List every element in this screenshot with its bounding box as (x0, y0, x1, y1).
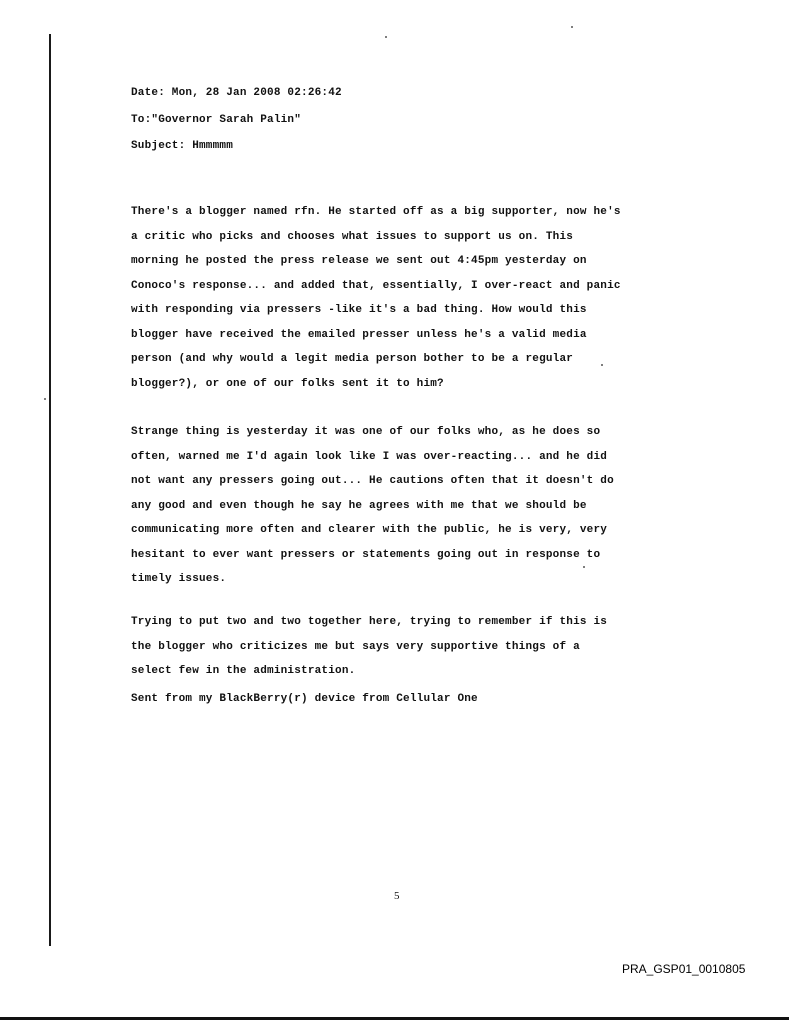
text-line: Strange thing is yesterday it was one of our folks who, as he does so (131, 426, 601, 438)
text-line: communicating more often and clearer with the public, he is very, very (131, 524, 608, 536)
email-to: To:"Governor Sarah Palin" (131, 113, 302, 126)
text-line: any good and even though he say he agrees with me that we should be (131, 499, 587, 512)
text-line: blogger?), or one of our folks sent it to him? (131, 377, 444, 390)
text-line: There's a blogger named rfn. He started off as a big supporter, now he's (131, 206, 621, 218)
text-line: often, warned me I'd again look like I was over-reacting... and he did (131, 450, 608, 463)
page-number: 5 (394, 890, 400, 902)
scan-speck (571, 26, 573, 28)
text-line: timely issues. (131, 573, 227, 585)
email-header (131, 80, 342, 160)
signature-line: Sent from my BlackBerry(r) device from Cellular One (131, 693, 478, 705)
email-paragraph-2 (131, 420, 651, 592)
email-date: Date: Mon, 28 Jan 2008 02:26:42 (131, 87, 342, 99)
document-id: PRA_GSP01_0010805 (622, 962, 746, 976)
text-line: person (and why would a legit media person bother to be a regular (131, 353, 574, 365)
scan-speck (385, 36, 387, 38)
email-paragraph-1 (131, 200, 651, 396)
text-line: blogger have received the emailed presser unless he's a valid media (131, 328, 587, 341)
text-line: the blogger who criticizes me but says very supportive things of a (131, 640, 580, 653)
page-bottom-border (0, 1017, 789, 1020)
text-line: Conoco's response... and added that, essentially, I over-react and panic (131, 279, 621, 292)
text-line: select few in the administration. (131, 665, 356, 677)
text-line: morning he posted the press release we sent out 4:45pm yesterday on (131, 255, 587, 267)
text-line: not want any pressers going out... He cautions often that it doesn't do (131, 475, 614, 487)
text-line: Trying to put two and two together here, trying to remember if this is (131, 616, 608, 628)
text-line: with responding via pressers -like it's a bad thing. How would this (131, 304, 587, 316)
text-line: a critic who picks and chooses what issues to support us on. This (131, 230, 574, 243)
email-signature (131, 687, 651, 712)
page-left-border (49, 34, 51, 946)
email-subject: Subject: Hmmmmm (131, 140, 234, 152)
scan-speck (44, 398, 46, 400)
email-paragraph-3 (131, 610, 651, 684)
text-line: hesitant to ever want pressers or statements going out in response to (131, 548, 601, 561)
